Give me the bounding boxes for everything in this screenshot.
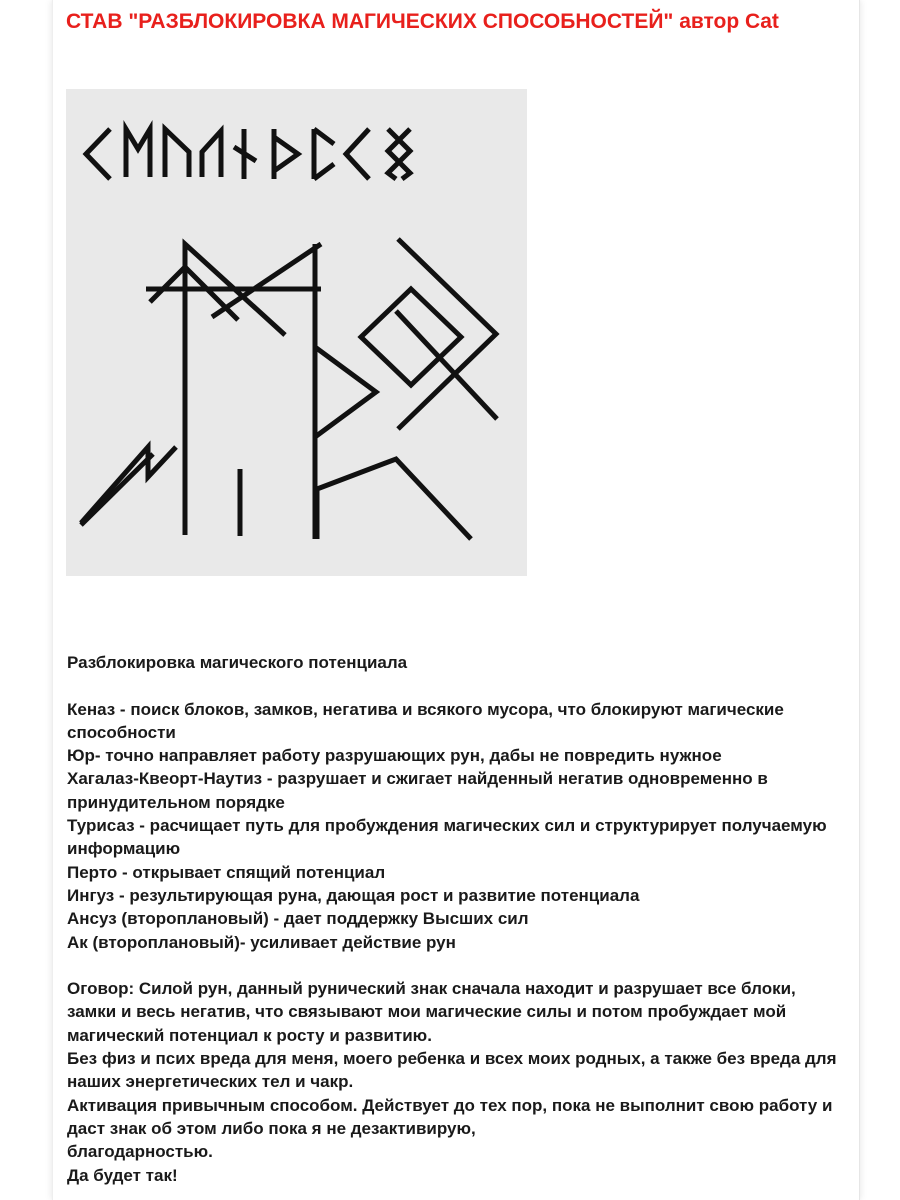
ogovor-line: Да будет так! — [67, 1165, 178, 1185]
rune-description: Ак (второплановый)- усиливает действие рун — [67, 932, 456, 952]
rune-thurisaz-icon — [274, 129, 298, 179]
ogovor-line: Без физ и псих вреда для меня, моего ребенка и всех моих родных, а также без вреда для наших энергетических тел и чакр. — [67, 1049, 837, 1092]
rune-kenaz-2-icon — [346, 129, 369, 179]
ansuz-branch-icon — [185, 267, 238, 320]
rune-ehwaz-icon — [126, 129, 150, 177]
rune-sowilo-icon — [202, 131, 221, 177]
bottom-chevron-icon — [317, 459, 471, 539]
rune-othala-icon — [388, 129, 410, 179]
paragraph-gap — [67, 954, 847, 977]
ogovor-line: Активация привычным способом. Действует до тех пор, пока не выполнит свою работу и даст знак об этом либо пока я не дезактивирую, — [67, 1095, 833, 1138]
rune-description: Турисаз - расчищает путь для пробуждения магических сил и структурирует получаемую информацию — [67, 816, 827, 859]
bind-stave — [81, 239, 497, 539]
rune-descriptions-list — [67, 698, 847, 954]
section-title: Разблокировка магического потенциала — [67, 653, 408, 672]
ingwaz-diamond-icon — [361, 289, 461, 385]
rune-naudiz-icon — [234, 129, 256, 179]
ogovor-line: благодарностью. — [67, 1142, 213, 1162]
right-diagonal-icon — [396, 311, 497, 419]
rune-description: Перто - открывает спящий потенциал — [67, 862, 386, 882]
thurisaz-stave-icon — [315, 244, 376, 539]
page-title: СТАВ "РАЗБЛОКИРОВКА МАГИЧЕСКИХ СПОСОБНОСТЕЙ" автор Cat — [66, 10, 779, 33]
rune-row — [86, 129, 410, 179]
rune-description: Ингуз - результирующая руна, дающая рост и развитие потенциала — [67, 885, 640, 905]
article-body — [67, 651, 847, 1187]
rune-description: Хагалаз-Квеорт-Наутиз - разрушает и сжигает найденный негатив одновременно в принудительном порядке — [67, 769, 768, 812]
rune-stave-image — [66, 89, 527, 576]
rune-uruz-icon — [165, 129, 189, 177]
rune-stave-drawing — [66, 89, 527, 576]
ogovor-line: Оговор: Силой рун, данный рунический знак сначала находит и разрушает все блоки, замки и весь негатив, что связывают мои магические силы и потом пробуждает мой магический потенциал к росту и развитию. — [67, 979, 796, 1045]
ogovor-block — [67, 977, 847, 1187]
rune-description: Кеназ - поиск блоков, замков, негатива и всякого мусора, что блокируют магические способности — [67, 699, 784, 742]
rune-kenaz-icon — [86, 129, 110, 179]
rune-description: Ансуз (второплановый) - дает поддержку Высших сил — [67, 909, 529, 929]
rune-description: Юр- точно направляет работу разрушающих рун, дабы не повредить нужное — [67, 746, 722, 766]
paragraph-gap — [67, 674, 847, 697]
rune-perthro-icon — [314, 129, 334, 179]
lower-left-slash-icon — [81, 454, 153, 525]
